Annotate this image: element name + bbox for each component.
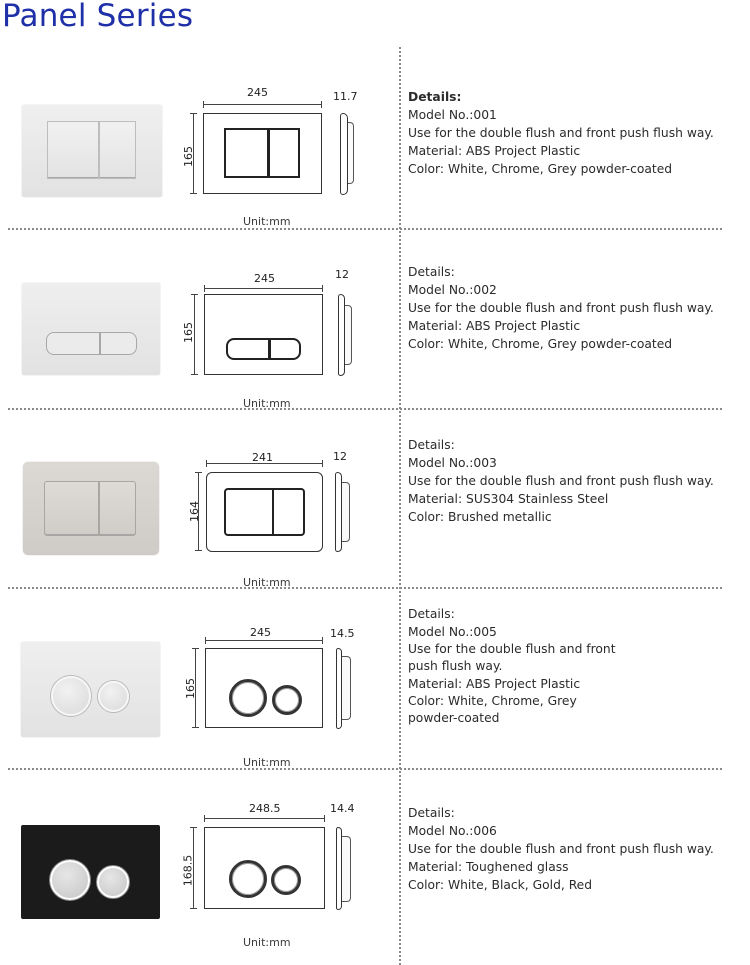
width-dimension: 248.5	[249, 802, 281, 815]
column-divider	[399, 47, 401, 965]
flush-button-small	[99, 481, 136, 536]
depth-dimension: 12	[333, 450, 347, 463]
product-photo	[22, 105, 162, 197]
width-arrow	[204, 288, 323, 289]
usage-text: Use for the double flush and front push flush way.	[408, 126, 714, 140]
height-dimension: 165	[182, 146, 195, 167]
button-outline	[272, 685, 302, 715]
depth-dimension: 11.7	[333, 90, 358, 103]
page-title: Panel Series	[2, 0, 194, 34]
model-number: Model No.:006	[408, 824, 497, 838]
product-details	[408, 804, 714, 894]
model-number: Model No.:001	[408, 108, 497, 122]
width-arrow	[205, 640, 323, 641]
height-arrow	[193, 113, 194, 194]
details-heading: Details:	[408, 607, 455, 621]
product-details	[408, 263, 714, 353]
button-outline	[229, 860, 267, 898]
product-details	[408, 605, 643, 727]
unit-label: Unit:mm	[243, 576, 291, 589]
usage-text: Use for the double flush and front push flush way.	[408, 301, 714, 315]
side-profile-mechanism	[345, 305, 352, 365]
panel-outline	[205, 648, 323, 728]
side-profile-mechanism	[342, 482, 350, 542]
flush-button-large	[47, 121, 99, 179]
width-dimension: 245	[254, 272, 275, 285]
color-text: Color: White, Chrome, Grey powder-coated	[408, 694, 577, 725]
product-details	[408, 88, 714, 178]
material-text: Material: Toughened glass	[408, 860, 569, 874]
product-photo	[21, 642, 160, 737]
material-text: Material: ABS Project Plastic	[408, 677, 581, 691]
row-divider	[8, 587, 722, 589]
color-text: Color: White, Chrome, Grey powder-coated	[408, 162, 673, 176]
usage-text: Use for the double flush and front push flush way.	[408, 842, 714, 856]
usage-text: Use for the double flush and front push flush way.	[408, 642, 616, 673]
row-divider	[8, 228, 722, 230]
side-profile-mechanism	[342, 836, 351, 902]
material-text: Material: SUS304 Stainless Steel	[408, 492, 609, 506]
height-arrow	[198, 472, 199, 551]
unit-label: Unit:mm	[243, 936, 291, 949]
material-text: Material: ABS Project Plastic	[408, 319, 581, 333]
height-arrow	[193, 827, 194, 909]
side-profile-mechanism	[342, 656, 351, 720]
side-profile	[340, 113, 348, 195]
height-arrow	[194, 294, 195, 375]
button-outline	[229, 679, 267, 717]
width-arrow	[206, 463, 323, 464]
flush-button-small	[100, 332, 137, 355]
width-arrow	[203, 104, 322, 105]
button-outline	[226, 338, 271, 360]
side-profile-mechanism	[348, 122, 354, 184]
panel-outline	[204, 294, 323, 375]
model-number: Model No.:005	[408, 625, 497, 639]
flush-button-small	[99, 121, 136, 179]
flush-button-large	[46, 332, 100, 355]
color-text: Color: Brushed metallic	[408, 510, 552, 524]
row-divider	[8, 768, 722, 770]
button-outline	[272, 488, 305, 536]
color-text: Color: White, Black, Gold, Red	[408, 878, 593, 892]
height-dimension: 165	[184, 678, 197, 699]
button-outline	[224, 128, 269, 178]
details-heading: Details:	[408, 438, 455, 452]
product-photo	[21, 825, 160, 919]
flush-button-large	[51, 676, 91, 716]
product-details	[408, 436, 714, 526]
product-photo	[22, 283, 160, 375]
product-photo	[23, 462, 159, 555]
details-heading: Details:	[408, 265, 455, 279]
model-number: Model No.:002	[408, 283, 497, 297]
row-divider	[8, 408, 722, 410]
height-dimension: 164	[188, 501, 201, 522]
width-dimension: 245	[247, 86, 268, 99]
side-profile	[335, 472, 342, 552]
button-outline	[271, 865, 301, 895]
color-text: Color: White, Chrome, Grey powder-coated	[408, 337, 673, 351]
details-heading: Details:	[408, 806, 455, 820]
button-outline	[268, 128, 300, 178]
flush-button-small	[98, 681, 129, 712]
usage-text: Use for the double flush and front push flush way.	[408, 474, 714, 488]
panel-outline	[204, 827, 325, 909]
height-arrow	[195, 648, 196, 728]
side-profile	[338, 294, 345, 376]
panel-outline	[203, 113, 322, 194]
width-arrow	[204, 818, 325, 819]
depth-dimension: 12	[335, 268, 349, 281]
width-dimension: 241	[252, 451, 273, 464]
flush-button-large	[50, 860, 90, 900]
button-outline	[224, 488, 274, 536]
height-dimension: 168.5	[181, 854, 195, 887]
depth-dimension: 14.5	[330, 627, 355, 640]
material-text: Material: ABS Project Plastic	[408, 144, 581, 158]
model-number: Model No.:003	[408, 456, 497, 470]
button-outline	[268, 338, 301, 360]
unit-label: Unit:mm	[243, 756, 291, 769]
flush-button-large	[44, 481, 99, 536]
depth-dimension: 14.4	[330, 802, 355, 815]
unit-label: Unit:mm	[243, 397, 291, 410]
panel-outline	[206, 472, 323, 552]
unit-label: Unit:mm	[243, 215, 291, 228]
width-dimension: 245	[250, 626, 271, 639]
flush-button-small	[97, 866, 129, 898]
height-dimension: 165	[182, 322, 195, 343]
details-heading: Details:	[408, 90, 462, 104]
